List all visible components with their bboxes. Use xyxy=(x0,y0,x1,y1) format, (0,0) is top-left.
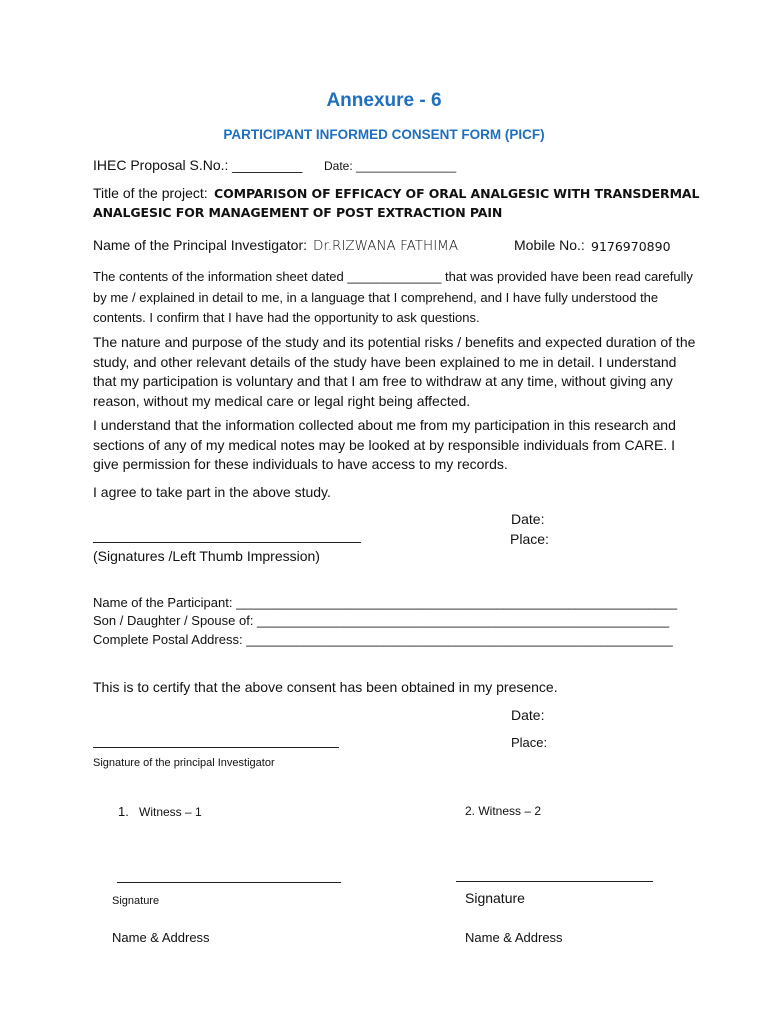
information-sheet-paragraph: The contents of the information sheet dated _____________ that was provided have been read carefully by me / explained in detail to me, in a language that I comprehend, and I have fully understood the contents. I confirm that I have had the opportunity to ask questions. xyxy=(93,269,693,325)
proposal-date-field: Date: _______________ xyxy=(324,159,457,173)
witness-1-signature-line xyxy=(117,882,341,883)
witness-2-name-address-label: Name & Address xyxy=(465,930,563,945)
participant-place-label: Place: xyxy=(510,531,549,547)
participant-name-field: Name of the Participant: _____________________________________________________________ xyxy=(93,595,678,610)
witness-2-signature-line xyxy=(456,881,653,882)
witness-1-label: Witness – 1 xyxy=(139,805,202,819)
project-title-line-2: ANALGESIC FOR MANAGEMENT OF POST EXTRACTION PAIN xyxy=(93,205,503,220)
investigator-name: Dr.RIZWANA FATHIMA xyxy=(313,238,459,254)
participant-signature-caption: (Signatures /Left Thumb Impression) xyxy=(93,548,320,564)
investigator-label: Name of the Principal Investigator: xyxy=(93,237,307,253)
form-title: PARTICIPANT INFORMED CONSENT FORM (PICF) xyxy=(223,127,545,142)
witness-1-signature-label: Signature xyxy=(112,895,160,907)
participant-signature-line xyxy=(93,542,361,543)
mobile-label: Mobile No.: xyxy=(514,237,585,253)
mobile-number: 9176970890 xyxy=(591,239,671,254)
investigator-signature-caption: Signature of the principal Investigator xyxy=(93,757,275,769)
project-title-line-1: COMPARISON OF EFFICACY OF ORAL ANALGESIC WITH TRANSDERMAL xyxy=(214,186,700,201)
witness-1-number: 1. xyxy=(118,804,129,819)
proposal-number-field: IHEC Proposal S.No.: _________ xyxy=(93,157,303,173)
certification-statement: This is to certify that the above consent has been obtained in my presence. xyxy=(93,679,558,695)
project-title-label: Title of the project: xyxy=(93,185,208,201)
participant-date-label: Date: xyxy=(511,511,545,527)
investigator-place-label: Place: xyxy=(511,735,548,750)
annexure-title: Annexure - 6 xyxy=(326,90,442,111)
witness-2-signature-label: Signature xyxy=(465,890,525,906)
participant-address-field: Complete Postal Address: ___________________________________________________________ xyxy=(93,632,673,647)
study-nature-paragraph: The nature and purpose of the study and its potential risks / benefits and expected duration of the study, and other relevant details of the study have been explained to me in detail. I understand that my participation is voluntary and that I am free to withdraw at any time, without giving any reason, without my medical care or legal right being affected. xyxy=(93,334,696,409)
participant-relation-field: Son / Daughter / Spouse of: _________________________________________________________ xyxy=(93,613,670,628)
records-access-paragraph: I understand that the information collected about me from my participation in this research and sections of any of my medical notes may be looked at by responsible individuals from CARE. I give permission for these individuals to have access to my records. xyxy=(93,417,676,472)
investigator-date-label: Date: xyxy=(511,707,545,723)
witness-2-label: 2. Witness – 2 xyxy=(465,804,542,818)
agree-statement: I agree to take part in the above study. xyxy=(93,484,331,500)
witness-1-name-address-label: Name & Address xyxy=(112,930,210,945)
investigator-signature-line xyxy=(93,747,339,748)
